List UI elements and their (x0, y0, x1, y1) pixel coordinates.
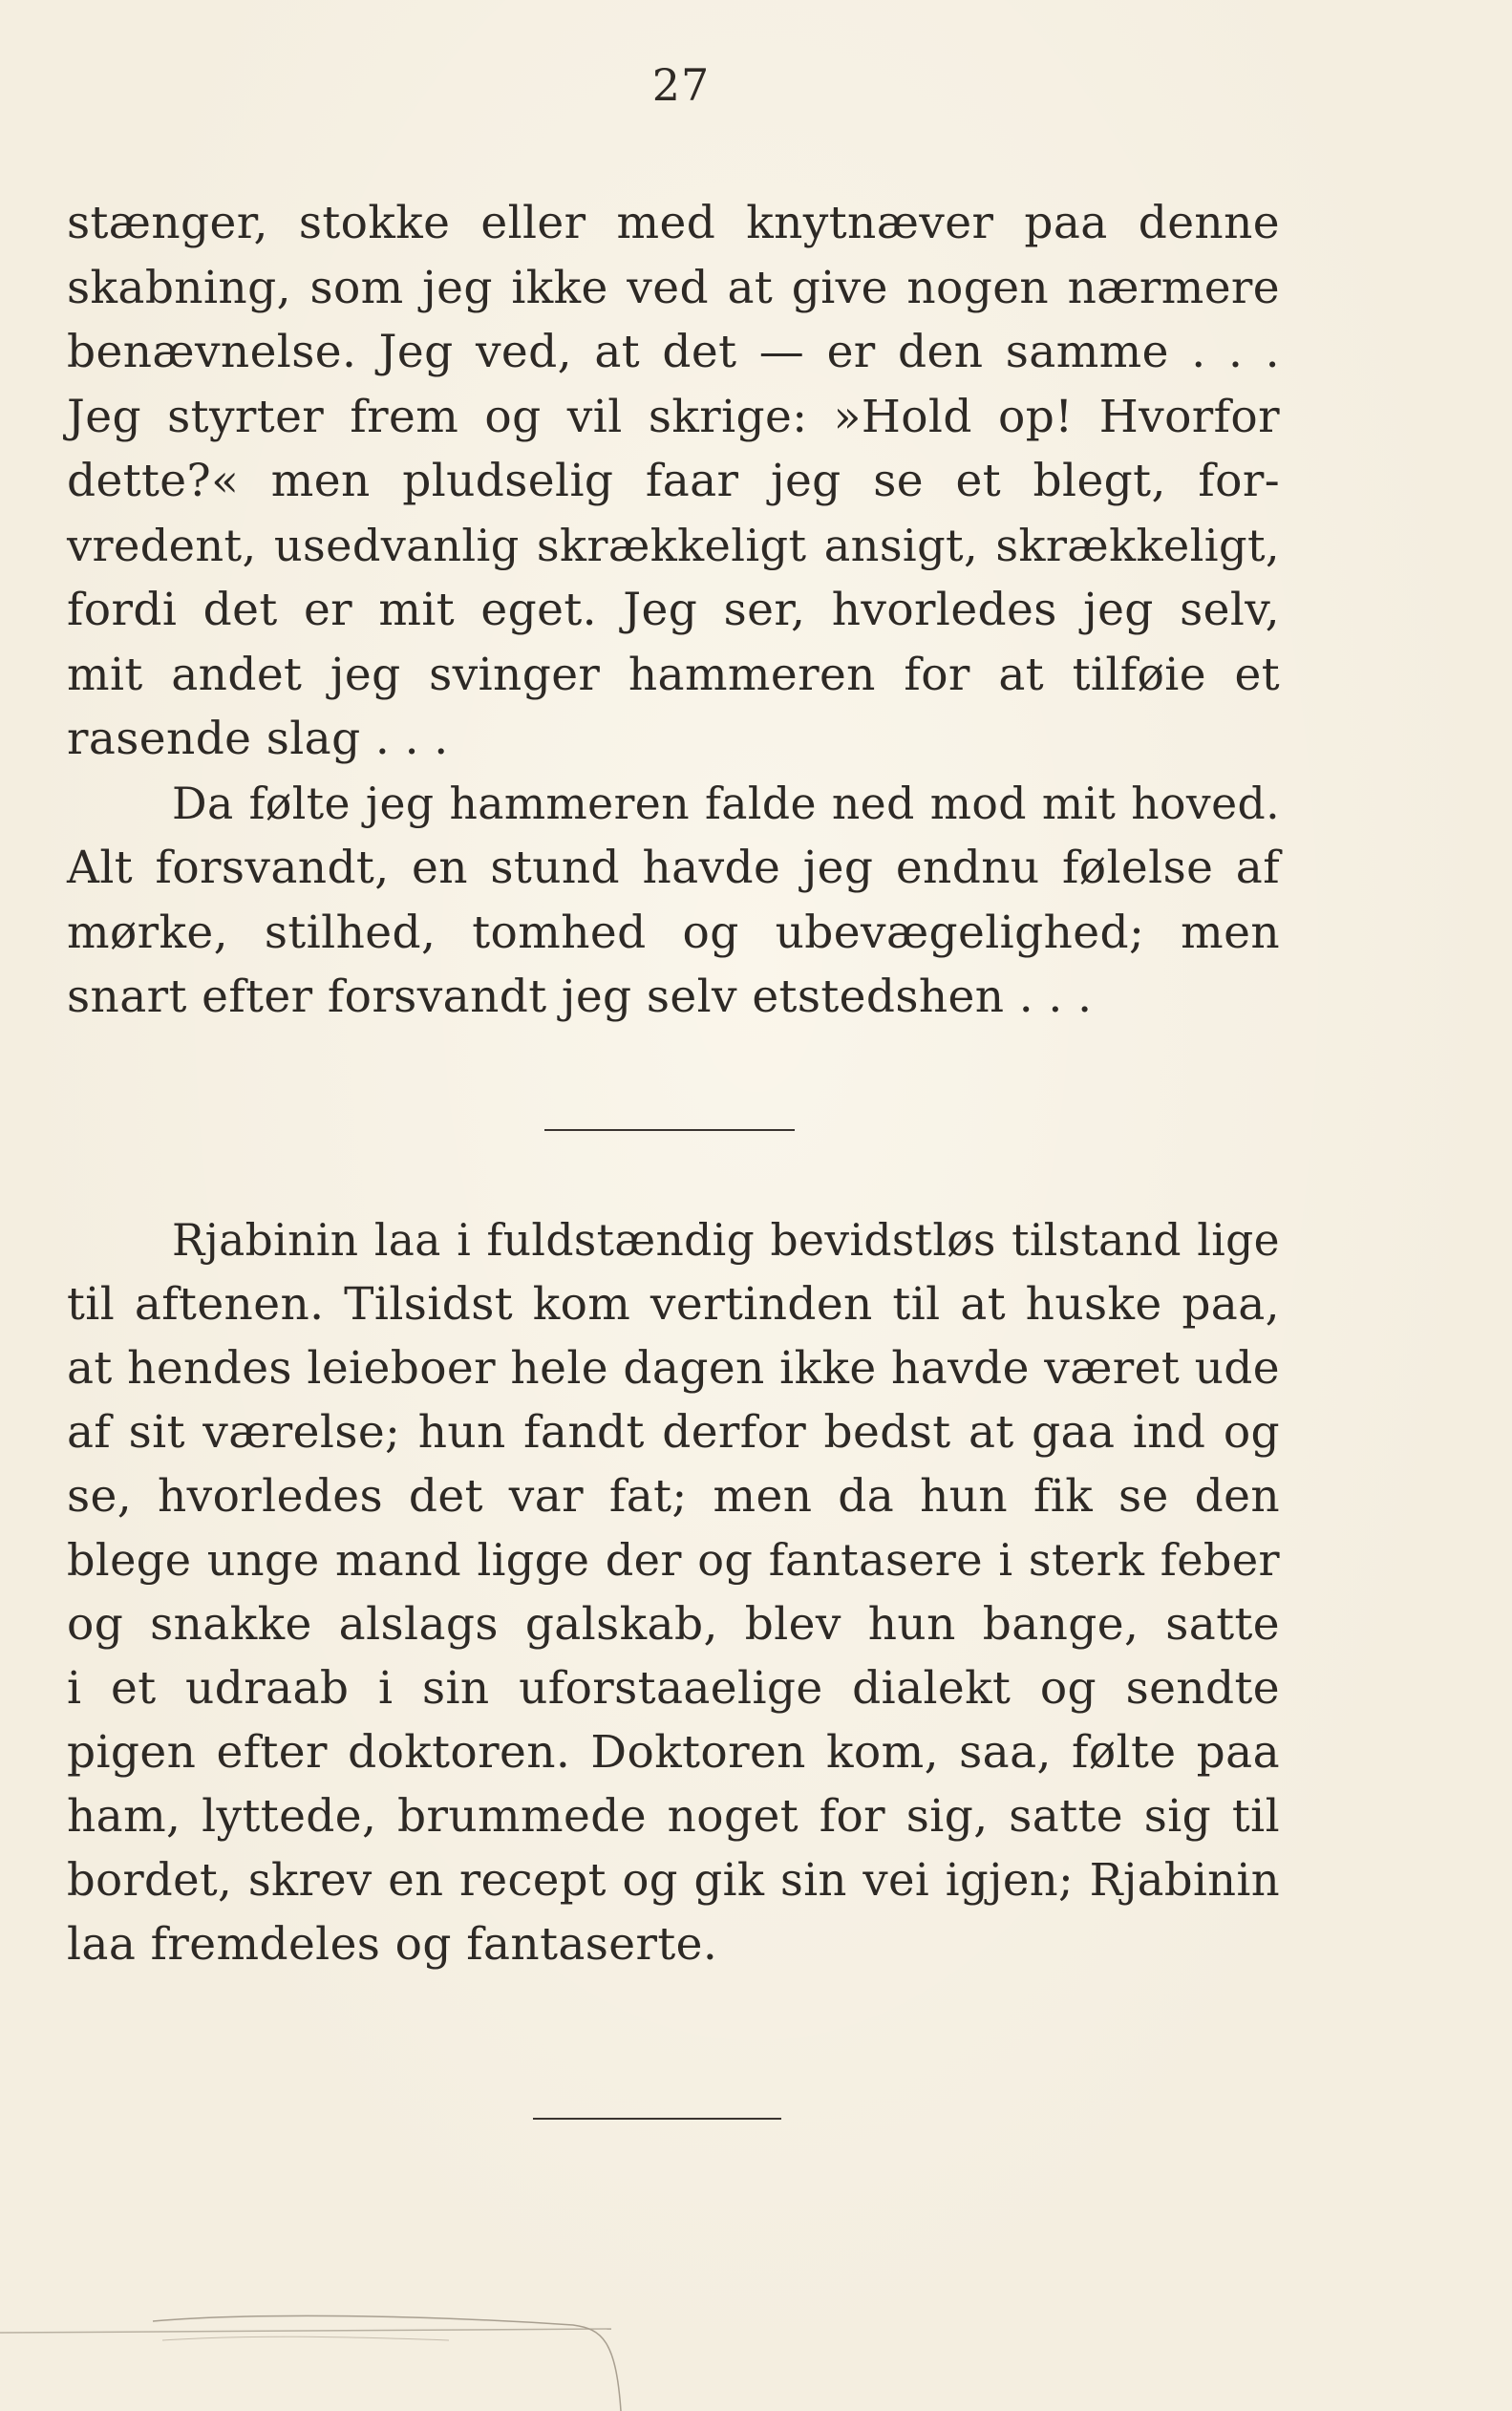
text-line: fordi det er mit eget. Jeg ser, hvorledes jeg selv, (67, 584, 1280, 636)
text-line: se, hvorledes det var fat; men da hun fik se den (67, 1470, 1280, 1523)
text-line: dette?« men pludselig faar jeg se et blegt, for- (67, 455, 1280, 507)
page-number: 27 (651, 59, 711, 111)
text-line: af sit værelse; hun fandt derfor bedst at gaa ind og (67, 1406, 1280, 1459)
page-edge-marks (0, 2312, 669, 2411)
section-2-text (67, 1208, 1280, 1976)
text-line: Alt forsvandt, en stund havde jeg endnu følelse af (67, 842, 1280, 894)
paragraph-start-line: Rjabinin laa i fuldstændig bevidstløs tilstand lige (172, 1215, 1280, 1266)
text-line: rasende slag . . . (67, 713, 449, 765)
text-line: pigen efter doktoren. Doktoren kom, saa, følte paa (67, 1726, 1280, 1779)
end-divider (533, 2118, 781, 2120)
text-line: at hendes leieboer hele dagen ikke havde været ude (67, 1342, 1280, 1395)
text-line: mørke, stilhed, tomhed og ubevægelighed; men (67, 906, 1280, 959)
text-line: ham, lyttede, brummede noget for sig, satte sig til (67, 1790, 1280, 1843)
text-line: blege unge mand ligge der og fantasere i sterk feber (67, 1534, 1280, 1586)
text-line: til aftenen. Tilsidst kom vertinden til at huske paa, (67, 1278, 1280, 1331)
text-line: mit andet jeg svinger hammeren for at tilføie et (67, 648, 1280, 701)
section-divider (544, 1129, 795, 1131)
text-line: vredent, usedvanlig skrækkeligt ansigt, skrækkeligt, (67, 519, 1280, 571)
text-line: bordet, skrev en recept og gik sin vei igjen; Rjabinin (67, 1854, 1280, 1906)
text-line: skabning, som jeg ikke ved at give nogen nærmere (67, 261, 1280, 314)
text-line: snart efter forsvandt jeg selv etstedshen . . . (67, 971, 1093, 1023)
text-line: og snakke alslags galskab, blev hun bange, satte (67, 1598, 1280, 1651)
text-line: stænger, stokke eller med knytnæver paa denne (67, 197, 1280, 249)
text-line: i et udraab i sin uforstaaelige dialekt og sendte (67, 1662, 1280, 1715)
section-1-text (67, 191, 1280, 1030)
text-line: Jeg styrter frem og vil skrige: »Hold op! Hvorfor (67, 390, 1280, 443)
text-line: laa fremdeles og fantaserte. (67, 1918, 718, 1971)
text-line: benævnelse. Jeg ved, at det — er den samme . . . (67, 326, 1280, 378)
paragraph-start-line: Da følte jeg hammeren falde ned mod mit hoved. (172, 778, 1280, 829)
